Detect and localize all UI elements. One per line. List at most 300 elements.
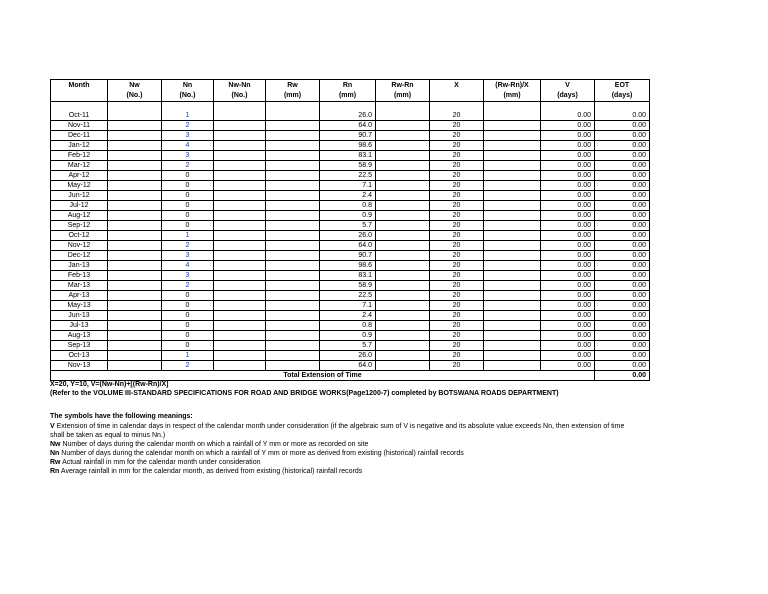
- rw-cell: [266, 241, 320, 251]
- nw-cell: [108, 211, 162, 221]
- table-row: [51, 211, 650, 221]
- rw-rn-cell: [376, 351, 430, 361]
- table-row: [51, 241, 650, 251]
- month-cell: Feb-12: [51, 151, 108, 161]
- nw-cell: [108, 231, 162, 241]
- rw-rn-cell: [376, 131, 430, 141]
- nw-nn-cell: [214, 221, 266, 231]
- eot-cell: 0.00: [595, 121, 650, 131]
- rw-rn-over-x-cell: [484, 241, 541, 251]
- rw-rn-over-x-cell: [484, 251, 541, 261]
- rn-cell: 98.6: [320, 261, 376, 271]
- rw-cell: [266, 111, 320, 121]
- x-cell: 20: [430, 281, 484, 291]
- rw-rn-over-x-cell: [484, 311, 541, 321]
- nw-cell: [108, 321, 162, 331]
- eot-cell: 0.00: [595, 231, 650, 241]
- nw-cell: [108, 351, 162, 361]
- col-header-rn: Rn (mm): [320, 80, 376, 102]
- rw-rn-over-x-cell: [484, 111, 541, 121]
- v-cell: 0.00: [541, 231, 595, 241]
- rw-rn-cell: [376, 211, 430, 221]
- rn-cell: 0.9: [320, 331, 376, 341]
- total-value: 0.00: [595, 371, 650, 381]
- rw-cell: [266, 351, 320, 361]
- rn-cell: 58.9: [320, 161, 376, 171]
- nw-nn-cell: [214, 111, 266, 121]
- month-cell: Jun-12: [51, 191, 108, 201]
- nw-cell: [108, 241, 162, 251]
- table-row: [51, 171, 650, 181]
- v-cell: 0.00: [541, 361, 595, 371]
- symbol-definition: [50, 458, 640, 467]
- nn-cell: 3: [162, 251, 214, 261]
- rn-cell: 26.0: [320, 351, 376, 361]
- symbol-name: Rw: [50, 459, 61, 466]
- rw-cell: [266, 321, 320, 331]
- table-row: [51, 231, 650, 241]
- rn-cell: 58.9: [320, 281, 376, 291]
- x-cell: 20: [430, 271, 484, 281]
- table-row: [51, 351, 650, 361]
- month-cell: Jul-13: [51, 321, 108, 331]
- rn-cell: 64.0: [320, 361, 376, 371]
- nw-nn-cell: [214, 241, 266, 251]
- eot-cell: 0.00: [595, 161, 650, 171]
- nn-cell: 0: [162, 341, 214, 351]
- month-cell: Jun-13: [51, 311, 108, 321]
- nw-nn-cell: [214, 231, 266, 241]
- x-cell: 20: [430, 151, 484, 161]
- nw-cell: [108, 261, 162, 271]
- eot-cell: 0.00: [595, 301, 650, 311]
- rw-cell: [266, 291, 320, 301]
- month-cell: Jul-12: [51, 201, 108, 211]
- month-cell: Dec-12: [51, 251, 108, 261]
- v-cell: 0.00: [541, 291, 595, 301]
- rn-cell: 5.7: [320, 221, 376, 231]
- rw-cell: [266, 311, 320, 321]
- nw-nn-cell: [214, 161, 266, 171]
- symbols-list: [50, 422, 640, 476]
- rw-cell: [266, 191, 320, 201]
- nw-nn-cell: [214, 121, 266, 131]
- col-header-rw-rn: Rw-Rn (mm): [376, 80, 430, 102]
- symbol-name: Rn: [50, 468, 60, 475]
- symbol-text: Number of days during the calendar month on which a rainfall of Y mm or more as derived from existing (historical) rainfall records: [61, 450, 464, 457]
- table-row: [51, 191, 650, 201]
- nn-cell: 0: [162, 331, 214, 341]
- header-spacer-row: [51, 102, 650, 112]
- symbol-text: Average rainfall in mm for the calendar month, as derived from existing (historical) rainfall records: [60, 468, 363, 475]
- eot-cell: 0.00: [595, 261, 650, 271]
- month-cell: Sep-13: [51, 341, 108, 351]
- col-header-nw-nn: Nw-Nn (No.): [214, 80, 266, 102]
- nw-nn-cell: [214, 341, 266, 351]
- nn-cell: 0: [162, 321, 214, 331]
- symbol-name: Nw: [50, 441, 61, 448]
- rw-cell: [266, 231, 320, 241]
- x-cell: 20: [430, 251, 484, 261]
- eot-cell: 0.00: [595, 221, 650, 231]
- nn-cell: 4: [162, 141, 214, 151]
- nw-nn-cell: [214, 291, 266, 301]
- eot-cell: 0.00: [595, 171, 650, 181]
- table-row: [51, 331, 650, 341]
- nw-nn-cell: [214, 171, 266, 181]
- reference-note: (Refer to the VOLUME III-STANDARD SPECIFICATIONS FOR ROAD AND BRIDGE WORKS(Page1200-7) completed by BOTSWANA ROADS DEPARTMENT): [50, 390, 559, 397]
- rn-cell: 0.8: [320, 201, 376, 211]
- rw-rn-over-x-cell: [484, 301, 541, 311]
- nw-cell: [108, 311, 162, 321]
- rw-rn-cell: [376, 271, 430, 281]
- table-row: [51, 131, 650, 141]
- nw-cell: [108, 161, 162, 171]
- rw-rn-cell: [376, 361, 430, 371]
- rn-cell: 90.7: [320, 131, 376, 141]
- x-cell: 20: [430, 201, 484, 211]
- rn-cell: 7.1: [320, 301, 376, 311]
- v-cell: 0.00: [541, 131, 595, 141]
- x-cell: 20: [430, 341, 484, 351]
- rw-rn-over-x-cell: [484, 231, 541, 241]
- v-cell: 0.00: [541, 301, 595, 311]
- v-cell: 0.00: [541, 281, 595, 291]
- v-cell: 0.00: [541, 191, 595, 201]
- table-row: [51, 311, 650, 321]
- nw-cell: [108, 201, 162, 211]
- x-cell: 20: [430, 231, 484, 241]
- rw-rn-cell: [376, 341, 430, 351]
- rw-cell: [266, 301, 320, 311]
- col-header-x: X: [430, 80, 484, 102]
- eot-cell: 0.00: [595, 201, 650, 211]
- x-cell: 20: [430, 111, 484, 121]
- v-cell: 0.00: [541, 251, 595, 261]
- table-header-row: [51, 80, 650, 102]
- nw-cell: [108, 131, 162, 141]
- rw-rn-over-x-cell: [484, 281, 541, 291]
- table-row: [51, 151, 650, 161]
- symbols-heading: The symbols have the following meanings:: [50, 413, 193, 420]
- month-cell: Nov-13: [51, 361, 108, 371]
- x-cell: 20: [430, 221, 484, 231]
- nw-nn-cell: [214, 191, 266, 201]
- x-cell: 20: [430, 351, 484, 361]
- rw-rn-cell: [376, 221, 430, 231]
- rw-cell: [266, 131, 320, 141]
- v-cell: 0.00: [541, 141, 595, 151]
- v-cell: 0.00: [541, 171, 595, 181]
- month-cell: Apr-12: [51, 171, 108, 181]
- rw-rn-cell: [376, 261, 430, 271]
- v-cell: 0.00: [541, 241, 595, 251]
- col-header-eot: EOT (days): [595, 80, 650, 102]
- table-row: [51, 341, 650, 351]
- rw-rn-cell: [376, 291, 430, 301]
- table-row: [51, 321, 650, 331]
- table-row: [51, 181, 650, 191]
- rw-cell: [266, 331, 320, 341]
- eot-cell: 0.00: [595, 251, 650, 261]
- nn-cell: 1: [162, 351, 214, 361]
- col-header-rw-rn-over-x: (Rw-Rn)/X (mm): [484, 80, 541, 102]
- x-cell: 20: [430, 331, 484, 341]
- extension-of-time-table: [50, 79, 650, 381]
- rn-cell: 7.1: [320, 181, 376, 191]
- nn-cell: 2: [162, 121, 214, 131]
- nw-cell: [108, 111, 162, 121]
- rw-cell: [266, 281, 320, 291]
- rw-rn-over-x-cell: [484, 291, 541, 301]
- rw-rn-over-x-cell: [484, 201, 541, 211]
- nn-cell: 0: [162, 211, 214, 221]
- nn-cell: 2: [162, 241, 214, 251]
- eot-cell: 0.00: [595, 111, 650, 121]
- nw-cell: [108, 291, 162, 301]
- rw-cell: [266, 121, 320, 131]
- rw-rn-cell: [376, 171, 430, 181]
- rw-rn-cell: [376, 301, 430, 311]
- eot-cell: 0.00: [595, 361, 650, 371]
- nw-nn-cell: [214, 181, 266, 191]
- nn-cell: 4: [162, 261, 214, 271]
- x-cell: 20: [430, 161, 484, 171]
- table-row: [51, 121, 650, 131]
- nw-cell: [108, 171, 162, 181]
- rw-rn-over-x-cell: [484, 351, 541, 361]
- nn-cell: 0: [162, 201, 214, 211]
- x-cell: 20: [430, 261, 484, 271]
- nw-cell: [108, 121, 162, 131]
- rw-cell: [266, 261, 320, 271]
- nn-cell: 0: [162, 291, 214, 301]
- nw-cell: [108, 271, 162, 281]
- rn-cell: 2.4: [320, 191, 376, 201]
- x-cell: 20: [430, 141, 484, 151]
- nn-cell: 2: [162, 161, 214, 171]
- nw-nn-cell: [214, 251, 266, 261]
- symbol-text: Actual rainfall in mm for the calendar month under consideration: [62, 459, 261, 466]
- nn-cell: 0: [162, 301, 214, 311]
- v-cell: 0.00: [541, 261, 595, 271]
- rw-rn-cell: [376, 231, 430, 241]
- rw-rn-cell: [376, 121, 430, 131]
- nw-cell: [108, 141, 162, 151]
- nw-cell: [108, 281, 162, 291]
- nw-nn-cell: [214, 151, 266, 161]
- rw-cell: [266, 201, 320, 211]
- nw-nn-cell: [214, 141, 266, 151]
- month-cell: Mar-12: [51, 161, 108, 171]
- month-cell: Oct-13: [51, 351, 108, 361]
- rw-cell: [266, 151, 320, 161]
- nw-cell: [108, 341, 162, 351]
- total-row: [51, 371, 650, 381]
- x-cell: 20: [430, 321, 484, 331]
- nw-cell: [108, 331, 162, 341]
- rw-rn-over-x-cell: [484, 331, 541, 341]
- rw-rn-over-x-cell: [484, 181, 541, 191]
- x-cell: 20: [430, 191, 484, 201]
- rn-cell: 98.6: [320, 141, 376, 151]
- rw-rn-over-x-cell: [484, 271, 541, 281]
- rw-rn-cell: [376, 191, 430, 201]
- symbol-definition: [50, 422, 640, 440]
- rn-cell: 90.7: [320, 251, 376, 261]
- rw-cell: [266, 141, 320, 151]
- col-header-rw: Rw (mm): [266, 80, 320, 102]
- nw-nn-cell: [214, 301, 266, 311]
- v-cell: 0.00: [541, 161, 595, 171]
- rw-rn-over-x-cell: [484, 221, 541, 231]
- rw-rn-cell: [376, 251, 430, 261]
- col-header-v: V (days): [541, 80, 595, 102]
- rw-rn-over-x-cell: [484, 141, 541, 151]
- eot-cell: 0.00: [595, 321, 650, 331]
- table-row: [51, 271, 650, 281]
- symbol-definition: [50, 440, 640, 449]
- symbol-name: V: [50, 423, 55, 430]
- month-cell: Feb-13: [51, 271, 108, 281]
- nw-nn-cell: [214, 201, 266, 211]
- table-row: [51, 161, 650, 171]
- eot-cell: 0.00: [595, 141, 650, 151]
- eot-cell: 0.00: [595, 331, 650, 341]
- rw-cell: [266, 161, 320, 171]
- rw-rn-over-x-cell: [484, 191, 541, 201]
- table-row: [51, 281, 650, 291]
- nw-nn-cell: [214, 311, 266, 321]
- month-cell: Aug-12: [51, 211, 108, 221]
- month-cell: Nov-12: [51, 241, 108, 251]
- rw-rn-over-x-cell: [484, 361, 541, 371]
- rw-rn-cell: [376, 321, 430, 331]
- x-cell: 20: [430, 291, 484, 301]
- rn-cell: 26.0: [320, 231, 376, 241]
- x-cell: 20: [430, 171, 484, 181]
- eot-cell: 0.00: [595, 211, 650, 221]
- month-cell: Jan-12: [51, 141, 108, 151]
- rw-rn-over-x-cell: [484, 151, 541, 161]
- nw-nn-cell: [214, 361, 266, 371]
- rn-cell: 22.5: [320, 291, 376, 301]
- rw-rn-over-x-cell: [484, 341, 541, 351]
- nn-cell: 0: [162, 181, 214, 191]
- nw-cell: [108, 151, 162, 161]
- rw-rn-cell: [376, 161, 430, 171]
- nw-nn-cell: [214, 261, 266, 271]
- rw-rn-over-x-cell: [484, 121, 541, 131]
- table-row: [51, 291, 650, 301]
- rw-cell: [266, 171, 320, 181]
- nn-cell: 0: [162, 311, 214, 321]
- rw-rn-over-x-cell: [484, 161, 541, 171]
- eot-cell: 0.00: [595, 271, 650, 281]
- rn-cell: 2.4: [320, 311, 376, 321]
- nn-cell: 2: [162, 361, 214, 371]
- x-cell: 20: [430, 131, 484, 141]
- rn-cell: 0.9: [320, 211, 376, 221]
- rw-rn-cell: [376, 151, 430, 161]
- x-cell: 20: [430, 301, 484, 311]
- v-cell: 0.00: [541, 271, 595, 281]
- nn-cell: 0: [162, 221, 214, 231]
- nw-cell: [108, 221, 162, 231]
- month-cell: Dec-11: [51, 131, 108, 141]
- rw-cell: [266, 221, 320, 231]
- table-row: [51, 111, 650, 121]
- v-cell: 0.00: [541, 111, 595, 121]
- rw-rn-over-x-cell: [484, 321, 541, 331]
- x-cell: 20: [430, 211, 484, 221]
- symbol-definition: [50, 467, 640, 476]
- rw-rn-cell: [376, 331, 430, 341]
- rw-rn-over-x-cell: [484, 171, 541, 181]
- symbol-text: Extension of time in calendar days in respect of the calendar month under consideration (if the algebraic sum of V is negative and its absolute value exceeds Nn, then extension of time shall be taken as equal to minus Nn.): [50, 423, 625, 439]
- month-cell: Nov-11: [51, 121, 108, 131]
- v-cell: 0.00: [541, 211, 595, 221]
- nw-nn-cell: [214, 211, 266, 221]
- total-label: Total Extension of Time: [51, 371, 595, 381]
- symbol-text: Number of days during the calendar month on which a rainfall of Y mm or more as recorded on site: [62, 441, 369, 448]
- rn-cell: 64.0: [320, 121, 376, 131]
- rw-rn-cell: [376, 111, 430, 121]
- month-cell: May-12: [51, 181, 108, 191]
- rw-cell: [266, 361, 320, 371]
- x-cell: 20: [430, 241, 484, 251]
- rw-cell: [266, 251, 320, 261]
- table-row: [51, 141, 650, 151]
- nw-nn-cell: [214, 331, 266, 341]
- table-row: [51, 221, 650, 231]
- rw-rn-cell: [376, 141, 430, 151]
- eot-cell: 0.00: [595, 311, 650, 321]
- table-row: [51, 301, 650, 311]
- month-cell: Aug-13: [51, 331, 108, 341]
- month-cell: Apr-13: [51, 291, 108, 301]
- rw-cell: [266, 341, 320, 351]
- eot-cell: 0.00: [595, 191, 650, 201]
- table-row: [51, 201, 650, 211]
- month-cell: Jan-13: [51, 261, 108, 271]
- v-cell: 0.00: [541, 331, 595, 341]
- v-cell: 0.00: [541, 351, 595, 361]
- nw-cell: [108, 361, 162, 371]
- month-cell: Oct-11: [51, 111, 108, 121]
- rw-rn-over-x-cell: [484, 131, 541, 141]
- rw-cell: [266, 181, 320, 191]
- nw-nn-cell: [214, 271, 266, 281]
- eot-cell: 0.00: [595, 341, 650, 351]
- nw-nn-cell: [214, 351, 266, 361]
- rw-rn-over-x-cell: [484, 261, 541, 271]
- rn-cell: 26.0: [320, 111, 376, 121]
- nn-cell: 1: [162, 231, 214, 241]
- col-header-nn: Nn (No.): [162, 80, 214, 102]
- month-cell: Mar-13: [51, 281, 108, 291]
- table-row: [51, 251, 650, 261]
- x-cell: 20: [430, 311, 484, 321]
- symbol-definition: [50, 449, 640, 458]
- nn-cell: 0: [162, 171, 214, 181]
- table-row: [51, 361, 650, 371]
- rw-rn-over-x-cell: [484, 211, 541, 221]
- nw-nn-cell: [214, 321, 266, 331]
- month-cell: May-13: [51, 301, 108, 311]
- v-cell: 0.00: [541, 121, 595, 131]
- eot-cell: 0.00: [595, 291, 650, 301]
